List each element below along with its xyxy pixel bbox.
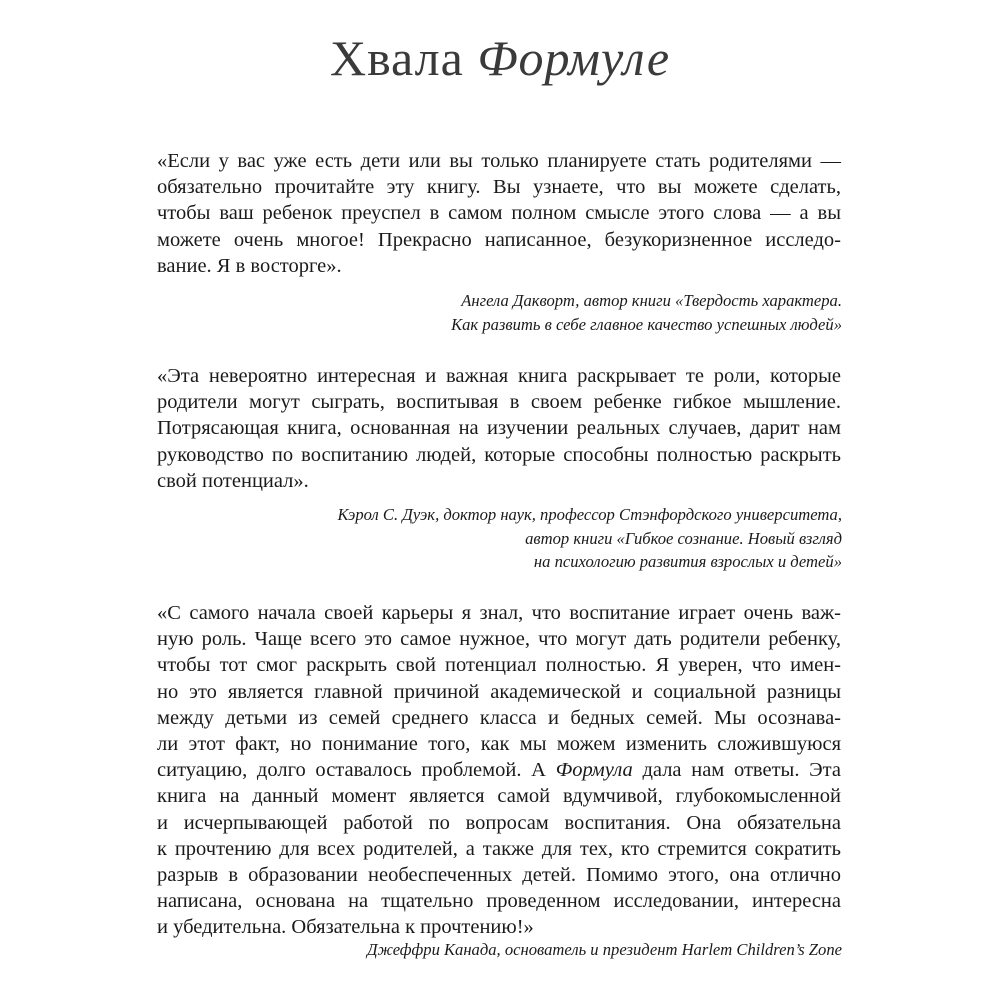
attribution-line: Джеффри Канада, основатель и президент Harlem Children’s Zone [366,940,842,959]
quote-line: руководство по воспитанию людей, которые способны полностью раскрыть [157,443,841,466]
quote-line: можете очень многое! Прекрасно написанное, безукоризненное исследо- [157,228,841,251]
attribution-line: Как развить в себе главное качество успешных людей» [451,314,842,334]
quote-2-attribution [337,503,842,574]
attribution-line: Кэрол С. Дуэк, доктор наук, профессор Стэнфордского университета, [337,505,842,524]
quote-line: между детьми из семей среднего класса и бедных семей. Мы осознава- [157,706,841,729]
quote-line: «С самого начала своей карьеры я знал, что воспитание играет очень важ- [157,602,841,624]
quote-line: вание. Я в восторге». [157,254,342,277]
quote-line: написана, основана на тщательно проведенном исследовании, интересна [157,890,841,913]
quote-line: обязательно прочитайте эту книгу. Вы узнаете, что вы можете сделать, [157,176,841,199]
praise-quote-2 [157,363,841,494]
attribution-line: на психологию развития взрослых и детей» [533,552,842,571]
praise-quote-3 [157,600,841,941]
attribution-line: автор книги «Гибкое сознание. Новый взгляд [525,528,842,548]
quote-line: но это является главной причиной академической и социальной разницы [157,680,841,703]
quote-line-tail: дала нам ответы. Эта [642,759,841,782]
quote-line: разрыв в образовании необеспеченных детей. Помимо этого, она отлично [157,864,841,887]
quote-line-with-italic [157,757,841,783]
quote-3-attribution [367,938,842,962]
title-italic: Формуле [477,30,671,86]
quote-line: Потрясающая книга, основанная на изучении реальных случаев, дарит нам [157,417,841,440]
quote-line: ную роль. Чаще всего это самое нужное, что могут дать родители ребенку, [157,628,841,651]
quote-line: родители могут сыграть, воспитывая в своем ребенке гибкое мышление. [157,391,841,414]
page-title [0,28,1000,88]
quote-line: и исчерпывающей работой по вопросам воспитания. Она обязательна [157,811,841,834]
book-title-inline: Формула [555,759,633,782]
quote-line: «Эта невероятно интересная и важная книга раскрывает те роли, которые [157,365,841,387]
quote-line: книга на данный момент является самой вдумчивой, глубокомысленной [157,785,841,808]
title-plain: Хвала [329,30,464,86]
quote-1-attribution [451,289,842,336]
quote-line: чтобы тот смог раскрыть свой потенциал полностью. Я уверен, что имен- [157,654,841,677]
quote-line: и убедительна. Обязательна к прочтению!» [157,916,534,939]
quote-line: свой потенциал». [157,469,309,492]
attribution-line: Ангела Дакворт, автор книги «Твердость характера. [461,291,842,310]
quote-line: ли этот факт, но понимание того, как мы можем изменить сложившуюся [157,733,841,756]
quote-line: «Если у вас уже есть дети или вы только планируете стать родителями — [157,150,841,172]
quote-line: к прочтению для всех родителей, а также для тех, кто стремится сократить [157,837,841,860]
quote-line: чтобы ваш ребенок преуспел в самом полном смысле этого слова — а вы [157,202,841,225]
quote-line-head: ситуацию, долго оставалось проблемой. А [157,759,546,782]
praise-quote-1 [157,148,841,279]
